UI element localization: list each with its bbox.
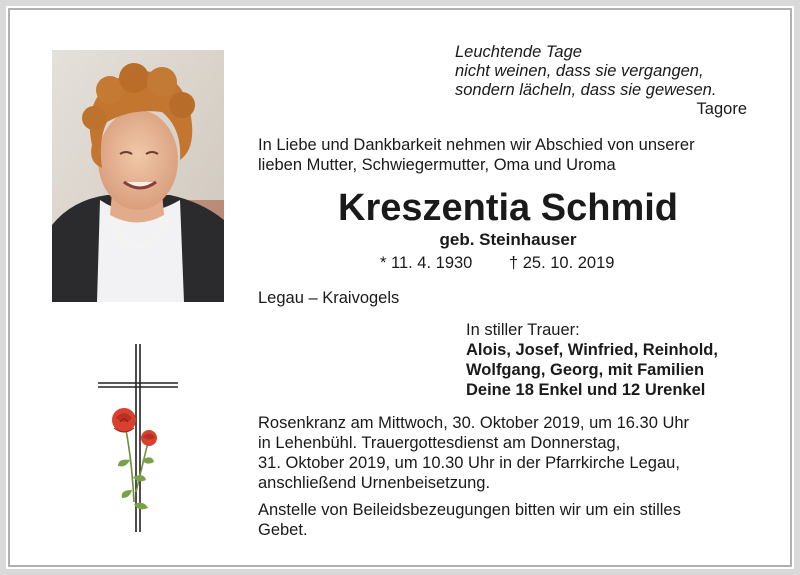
- birth-date: * 11. 4. 1930: [380, 254, 473, 272]
- intro-line: In Liebe und Dankbarkeit nehmen wir Abschied von unserer: [258, 136, 695, 154]
- death-date: † 25. 10. 2019: [508, 254, 615, 272]
- note-line: Gebet.: [258, 521, 308, 539]
- poem-author: Tagore: [696, 100, 747, 118]
- intro-line: lieben Mutter, Schwiegermutter, Oma und Uroma: [258, 156, 616, 174]
- closing-note: [258, 500, 758, 540]
- service-line: in Lehenbühl. Trauergottesdienst am Donnerstag,: [258, 434, 621, 452]
- maiden-name: geb. Steinhauser: [439, 230, 577, 249]
- place-of-residence: Legau – Kraivogels: [258, 289, 400, 307]
- poem: [455, 43, 750, 119]
- mourners-line: Wolfgang, Georg, mit Familien: [466, 361, 705, 379]
- mourners-heading: In stiller Trauer:: [466, 321, 580, 339]
- service-line: 31. Oktober 2019, um 10.30 Uhr in der Pfarrkirche Legau,: [258, 454, 680, 472]
- poem-line: sondern lächeln, dass sie gewesen.: [455, 81, 717, 99]
- poem-line: Leuchtende Tage: [455, 43, 582, 61]
- note-line: Anstelle von Beileidsbezeugungen bitten wir um ein stilles: [258, 501, 681, 519]
- intro-text: [258, 135, 758, 175]
- service-line: Rosenkranz am Mittwoch, 30. Oktober 2019, um 16.30 Uhr: [258, 414, 690, 432]
- mourners-line: Alois, Josef, Winfried, Reinhold,: [466, 341, 718, 359]
- poem-line: nicht weinen, dass sie vergangen,: [455, 62, 704, 80]
- mourners-block: [466, 320, 718, 400]
- service-details: [258, 413, 758, 493]
- life-dates: [380, 253, 614, 273]
- portrait-photo: [52, 50, 224, 302]
- mourners-line: Deine 18 Enkel und 12 Urenkel: [466, 381, 706, 399]
- deceased-name: Kreszentia Schmid: [338, 187, 678, 229]
- cross-with-roses-icon: [96, 342, 180, 537]
- service-line: anschließend Urnenbeisetzung.: [258, 474, 491, 492]
